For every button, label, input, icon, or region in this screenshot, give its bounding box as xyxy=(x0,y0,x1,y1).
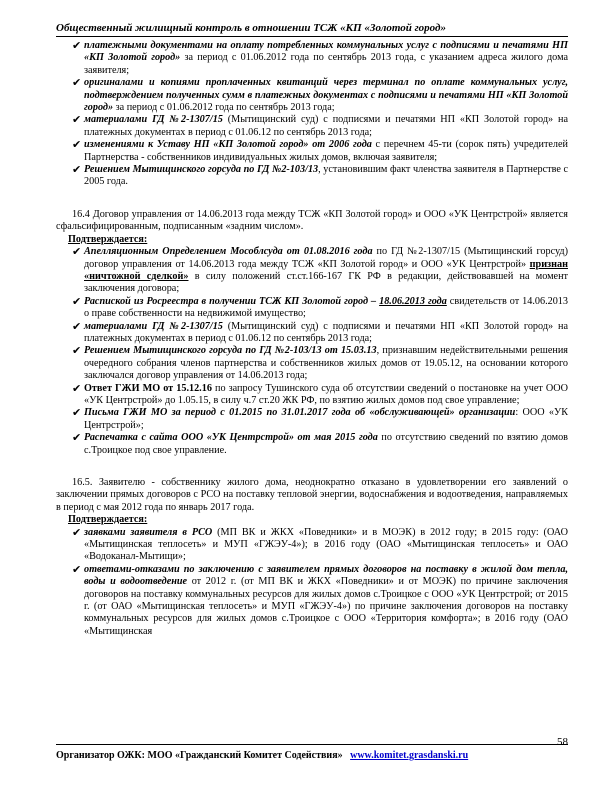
section-16-4-list xyxy=(56,246,568,457)
list-item: ✔ Распиской из Росреестра в получении ТСЖ КП Золотой город – 18.06.2013 года свидетельств от 14.06.2013 о праве собственности на недвижимой имущество; xyxy=(72,294,568,320)
page-footer xyxy=(56,750,468,761)
list-item: ✔ материалами ГД №2-1307/15 (Мытищинский суд) с подписями и печатями НП «КП Золотой город» на платежных документах в период с 01.06.12 по сентябрь 2013 года; xyxy=(72,113,568,138)
list-item: ✔ платежными документами на оплату потребленных коммунальных услуг с подписями и печатями НП «КП Золотой город» за период с 01.06.2012 года по сентябрь 2013 года, с указанием адреса жилого дома заявителя; xyxy=(72,39,568,76)
section-16-5-text: 16.5. Заявителю - собственнику жилого дома, неоднократно отказано в удовлетворении его заявлений о заключении прямых договоров с РСО на поставку тепловой энергии, водоснабжения и водоотведения, направляемых в период с мая 2012 года по январь 2017 года. xyxy=(56,477,568,513)
check-mark-icon: ✔ xyxy=(72,76,82,90)
page-header-title: Общественный жилищный контроль в отношении ТСЖ «КП «Золотой город» xyxy=(56,22,446,34)
footer-website-link[interactable]: www.komitet.grasdanski.ru xyxy=(350,750,469,761)
section-16-5-confirm-label: Подтверждается: xyxy=(68,514,148,526)
section-16-4-text: 16.4 Договор управления от 14.06.2013 года между ТСЖ «КП Золотой город» и ООО «УК Центрстрой» является сфальсифицированным, подписанным «задним числом». xyxy=(56,208,568,233)
list-item: ✔ изменениями к Уставу НП «КП Золотой город» от 2006 года с перечнем 45-ти (сорок пять) учредителей Партнерства - собственников индивидуальных жилых домов, включая заявителя; xyxy=(72,138,568,163)
list-item: ✔ оригиналами и копиями проплаченных квитанций через терминал по оплате коммунальных услуг, подтверждением полученных сумм в платежных документах с подписями и печатями НП «КП Золотой город» за период с 01.06.2012 года по сентябрь 2013 года; xyxy=(72,76,568,114)
check-mark-icon: ✔ xyxy=(72,562,82,576)
list-item: ✔ ответами-отказами по заключению с заявителем прямых договоров на поставку в жилой дом тепла, воды и водоотведение от 2012 г. (от МП ВК и ЖКХ «Поведники» и от МОЭК) по причине заключения договоров на поставку коммунальных ресурсов для жилых домов с.Троицкое с ООО «УК Центрстрой; от 2015 г. (от ОАО «Мытищинская теплосеть» и МУП «ГЖЭУ-4») по причине заключения договоров на поставку коммунальных ресурсов для жилых домов с.Троицкое с ООО «Территория комфорта»; в 2016 году (ОАО «Мытищинская xyxy=(72,562,568,637)
check-mark-icon: ✔ xyxy=(72,138,82,152)
list-item: ✔ Решением Мытищинского горсуда по ГД №2-103/13 от 15.03.13, признавшим недействительными решения очередного собрания членов партнерства и собственников жилых домов от 19.05.12, на основании которого заключался договор управления от 14.06.2013 года; xyxy=(72,344,568,382)
footer-organizer: Организатор ОЖК: МОО «Гражданский Комитет Содействия» xyxy=(56,750,343,761)
check-mark-icon: ✔ xyxy=(72,381,82,395)
check-mark-icon: ✔ xyxy=(72,431,82,445)
check-mark-icon: ✔ xyxy=(72,245,82,259)
list-item: ✔ Ответ ГЖИ МО от 15.12.16 по запросу Тушинского суда об отсутствии сведений о постановке на учет ООО «УК Центрстрой» до 1.05.15, в силу ч.7 ст.20 ЖК РФ, по взятию жилых домов под свое управление; xyxy=(72,381,568,406)
top-evidence-list xyxy=(56,40,568,189)
document-body xyxy=(56,40,568,638)
check-mark-icon: ✔ xyxy=(72,294,82,308)
check-mark-icon: ✔ xyxy=(72,525,82,539)
header-divider xyxy=(56,36,568,37)
list-item: ✔ заявками заявителя в РСО (МП ВК и ЖКХ «Поведники» и в МОЭК) в 2012 году; в 2015 году: (ОАО «Мытищинская теплосеть» и МУП «ГЖЭУ-4»); в 2016 году (ОАО «Мытищинская теплосеть» и ОАО «Водоканал-Мытищи»; xyxy=(72,525,568,563)
check-mark-icon: ✔ xyxy=(72,406,82,420)
check-mark-icon: ✔ xyxy=(72,113,82,127)
check-mark-icon: ✔ xyxy=(72,319,82,333)
list-item: ✔ Решением Мытищинского горсуда по ГД №2-103/13, установившим факт членства заявителя в Партнерстве с 2005 года. xyxy=(72,163,568,188)
section-16-5-list xyxy=(56,527,568,639)
list-item: ✔ Апелляционным Определением Мособлсуда от 01.08.2016 года по ГД №2-1307/15 (Мытищинский горсуд) договор управления от 14.06.2013 года между ТСЖ «КП Золотой город» и ООО «УК Центрстрой» признан «ничтожной сделкой» в силу положений ст.ст.166-167 ГК РФ в редакции, действовавшей на момент заключения договора; xyxy=(72,245,568,295)
list-item: ✔ Письма ГЖИ МО за период с 01.2015 по 31.01.2017 года об «обслуживающей» организации: ООО «УК Центрстрой»; xyxy=(72,406,568,431)
check-mark-icon: ✔ xyxy=(72,163,82,177)
list-item: ✔ Распечатка с сайта ООО «УК Центрстрой» от мая 2015 года по отсутствию сведений по взятию домов с.Троицкое под свое управление. xyxy=(72,431,568,456)
check-mark-icon: ✔ xyxy=(72,39,82,52)
footer-divider xyxy=(56,744,568,745)
page-number: 58 xyxy=(557,736,568,748)
check-mark-icon: ✔ xyxy=(72,344,82,358)
section-16-4-confirm-label: Подтверждается: xyxy=(68,233,148,245)
list-item: ✔ материалами ГД №2-1307/15 (Мытищинский суд) с подписями и печатями НП «КП Золотой город» на платежных документах в период с 01.06.12 по сентябрь 2013 года; xyxy=(72,319,568,344)
